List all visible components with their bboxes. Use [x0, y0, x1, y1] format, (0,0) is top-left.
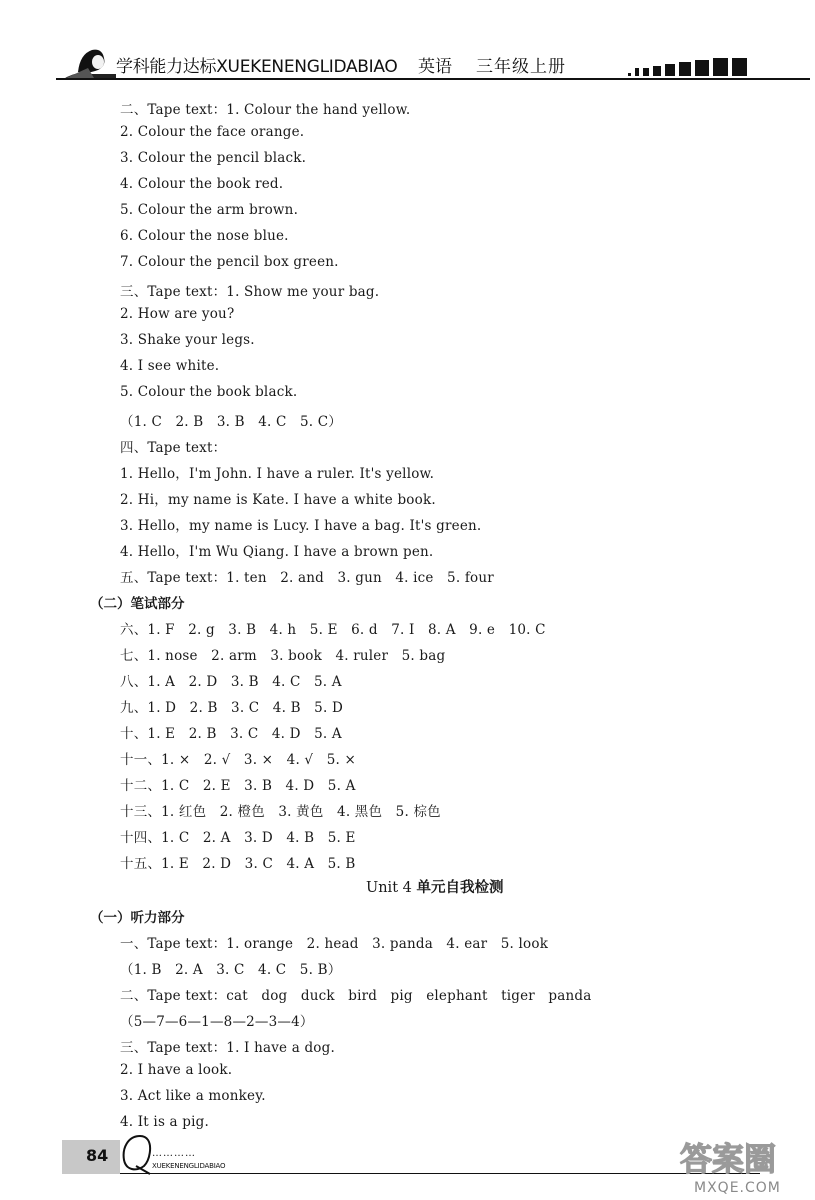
section-heading-listening: （一）听力部分 [90, 910, 185, 926]
text-line: 二、Tape text：1. Colour the hand yellow. [120, 102, 411, 118]
answer-line: 八、1. A 2. D 3. B 4. C 5. A [120, 674, 342, 690]
answer-line: 六、1. F 2. g 3. B 4. h 5. E 6. d 7. I 8. A 9. e 10. C [120, 622, 546, 638]
brand-title: 学科能力达标XUEKENENGLIDABIAO [116, 57, 398, 77]
text-line: 2. Hi，my name is Kate. I have a white book. [120, 492, 436, 508]
watermark-text: 答案圈 [680, 1140, 777, 1178]
text-line: 二、Tape text：cat dog duck bird pig elephant tiger panda [120, 988, 592, 1004]
answer-line: 九、1. D 2. B 3. C 4. B 5. D [120, 700, 343, 716]
text-line: 1. Hello，I'm John. I have a ruler. It's yellow. [120, 466, 435, 482]
header-rule [56, 78, 810, 80]
answer-line: 十、1. E 2. B 3. C 4. D 5. A [120, 726, 342, 742]
text-line: 五、Tape text：1. ten 2. and 3. gun 4. ice 5. four [120, 570, 494, 586]
footer-dots: ………… [152, 1148, 196, 1159]
watermark-logo [672, 1128, 812, 1198]
text-line: 2. Colour the face orange. [120, 124, 305, 140]
text-line: 7. Colour the pencil box green. [120, 254, 339, 270]
text-line: 一、Tape text：1. orange 2. head 3. panda 4. ear 5. look [120, 936, 549, 952]
unit-title-prefix: Unit 4 [366, 880, 417, 896]
text-line: 三、Tape text：1. Show me your bag. [120, 284, 380, 300]
subject-label: 英语 [418, 57, 452, 77]
q-logo-icon [120, 1132, 154, 1176]
text-line: 4. It is a pig. [120, 1114, 209, 1130]
text-line: 4. Colour the book red. [120, 176, 284, 192]
text-line: 四、Tape text： [120, 440, 227, 456]
text-line: 2. I have a look. [120, 1062, 233, 1078]
answer-line: 十一、1. × 2. √ 3. × 4. √ 5. × [120, 752, 356, 768]
text-line: 5. Colour the arm brown. [120, 202, 299, 218]
text-line: 3. Colour the pencil black. [120, 150, 307, 166]
watermark-url: MXQE.COM [694, 1180, 781, 1196]
answer-key-line: （1. C 2. B 3. B 4. C 5. C） [120, 414, 342, 430]
answer-key-line: （5—7—6—1—8—2—3—4） [120, 1014, 314, 1030]
footer-rule [120, 1173, 760, 1174]
text-line: 3. Shake your legs. [120, 332, 255, 348]
text-line: 5. Colour the book black. [120, 384, 298, 400]
section-heading-written: （二）笔试部分 [90, 596, 185, 612]
page-header [0, 0, 815, 90]
unit-title-suffix: 单元自我检测 [416, 880, 504, 896]
answer-line: 十四、1. C 2. A 3. D 4. B 5. E [120, 830, 356, 846]
text-line: 4. I see white. [120, 358, 220, 374]
text-line: 三、Tape text：1. I have a dog. [120, 1040, 335, 1056]
answer-line: 十三、1. 红色 2. 橙色 3. 黄色 4. 黑色 5. 棕色 [120, 804, 441, 820]
footer-brand: XUEKENENGLIDABIAO [152, 1162, 226, 1170]
answer-line: 七、1. nose 2. arm 3. book 4. ruler 5. bag [120, 648, 446, 664]
text-line: 6. Colour the nose blue. [120, 228, 289, 244]
text-line: 3. Act like a monkey. [120, 1088, 266, 1104]
header-decoration [628, 54, 747, 76]
text-line: 3. Hello，my name is Lucy. I have a bag. It's green. [120, 518, 482, 534]
page-number: 84 [86, 1146, 109, 1165]
answer-line: 十二、1. C 2. E 3. B 4. D 5. A [120, 778, 356, 794]
unit-title [366, 876, 503, 897]
text-line: 2. How are you? [120, 306, 235, 322]
text-line: 4. Hello，I'm Wu Qiang. I have a brown pen. [120, 544, 434, 560]
grade-label: 三年级上册 [476, 57, 566, 77]
answer-line: 十五、1. E 2. D 3. C 4. A 5. B [120, 856, 356, 872]
answer-key-line: （1. B 2. A 3. C 4. C 5. B） [120, 962, 342, 978]
